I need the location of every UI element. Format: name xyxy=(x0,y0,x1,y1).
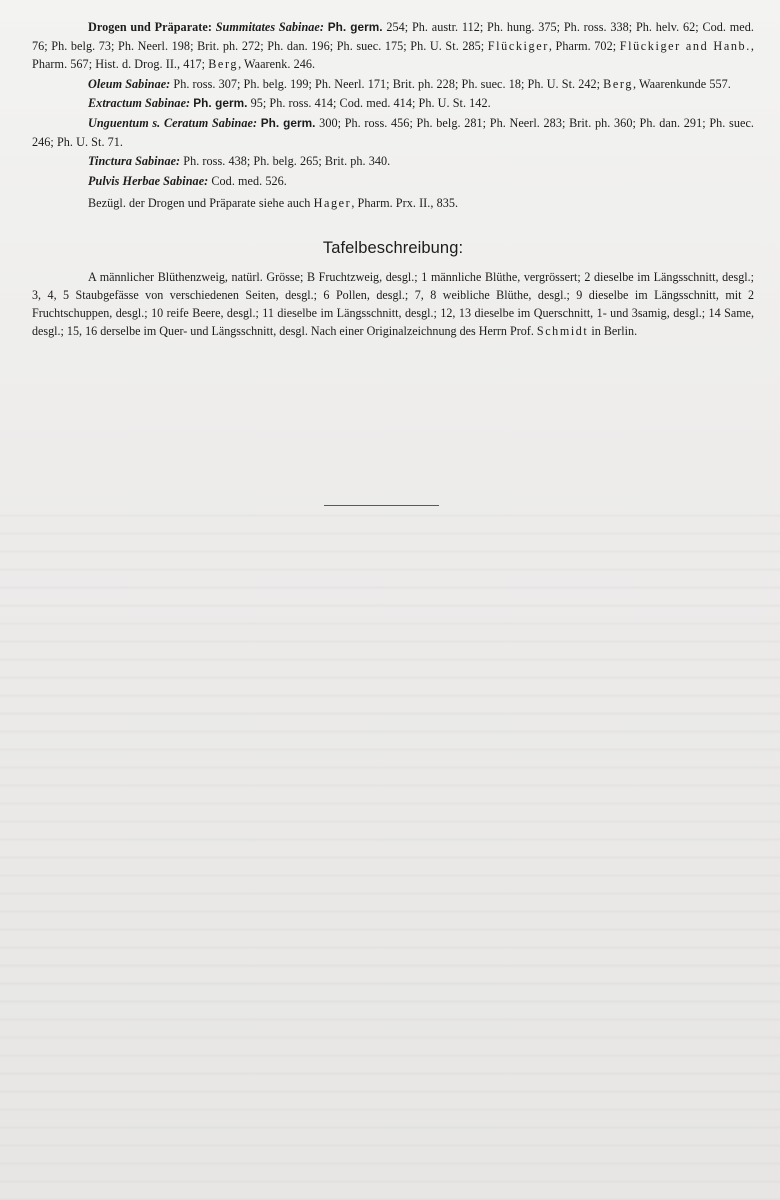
reference-unguentum xyxy=(32,114,754,151)
summitates-text2: , Pharm. 702; xyxy=(548,38,620,53)
bezuegl-author: Hager xyxy=(313,196,352,211)
tinctura-name: Tinctura Sabinae: xyxy=(88,154,181,169)
tafel-text2: in Berlin. xyxy=(588,323,638,338)
unguentum-pg: Ph. germ. xyxy=(260,115,316,130)
summitates-author3: Berg xyxy=(208,57,239,72)
oleum-name: Oleum Sabinae: xyxy=(88,76,171,91)
summitates-text3: , Pharm. 567; Hist. d. Drog. II., 417; xyxy=(32,38,754,72)
oleum-author: Berg xyxy=(603,76,634,91)
tafel-text1: A männlicher Blüthenzweig, natürl. Grösse; B Fruchtzweig, desgl.; 1 männliche Blüthe, vergrössert; 2 dieselbe im Längsschnitt, desgl.; 3, 4, 5 Staubgefässe von verschiedenen Seiten, desgl.; 6 Pollen, desgl.; 7, 8 weibliche Blüthe, desgl.; 9 dieselbe im Längsschnitt, mit 2 Fruchtschuppen, desgl.; 10 reife Beere, desgl.; 11 dieselbe im Längsschnitt, desgl.; 12, 13 dieselbe im Querschnitt, 1- und 3samig, desgl.; 14 Same, desgl.; 15, 16 derselbe im Quer- und Längsschnitt, desgl. Nach einer Originalzeichnung des Herrn Prof. xyxy=(32,269,754,338)
unguentum-name: Unguentum s. Ceratum Sabinae: xyxy=(88,115,258,130)
oleum-text2: , Waarenkunde 557. xyxy=(633,76,731,91)
tafel-title: Tafelbeschreibung: xyxy=(322,238,464,257)
reference-extractum xyxy=(32,94,754,113)
extractum-name: Extractum Sabinae: xyxy=(88,96,191,111)
section-divider xyxy=(324,505,439,506)
summitates-text1: 254; Ph. austr. 112; Ph. hung. 375; Ph. ross. 338; Ph. helv. 62; Cod. med. 76; Ph. belg. 73; Ph. Neerl. 198; Brit. ph. 272; Ph. dan. 196; Ph. suec. 175; Ph. U. St. 285; xyxy=(32,20,754,53)
summitates-pg: Ph. germ. xyxy=(327,20,383,34)
reference-pulvis xyxy=(32,172,754,191)
extractum-text: 95; Ph. ross. 414; Cod. med. 414; Ph. U. St. 142. xyxy=(247,96,491,111)
pulvis-text: Cod. med. 526. xyxy=(208,173,287,188)
summitates-text4: , Waarenk. 246. xyxy=(238,57,316,72)
extractum-pg: Ph. germ. xyxy=(193,96,248,111)
reference-tinctura xyxy=(32,152,754,171)
summitates-author2: Flückiger and Hanb. xyxy=(619,38,751,53)
reference-summitates xyxy=(32,18,754,74)
tafel-author: Schmidt xyxy=(536,323,589,338)
summitates-name: Summitates Sabinae: xyxy=(215,20,324,34)
bezuegl-text2: , Pharm. Prx. II., 835. xyxy=(351,196,459,211)
references-section xyxy=(32,18,754,213)
tinctura-text: Ph. ross. 438; Ph. belg. 265; Brit. ph. 340. xyxy=(180,154,391,169)
pulvis-name: Pulvis Herbae Sabinae: xyxy=(88,173,209,188)
drogen-heading: Drogen und Präparate: xyxy=(88,20,212,34)
unguentum-text: 300; Ph. ross. 456; Ph. belg. 281; Ph. Neerl. 283; Brit. ph. 360; Ph. dan. 291; Ph. suec. 246; Ph. U. St. 71. xyxy=(32,115,754,149)
reference-bezuegl xyxy=(32,194,754,213)
oleum-text1: Ph. ross. 307; Ph. belg. 199; Ph. Neerl. 171; Brit. ph. 228; Ph. suec. 18; Ph. U. St. 242; xyxy=(170,76,604,91)
reference-oleum xyxy=(32,75,754,94)
tafel-description xyxy=(32,268,754,340)
summitates-author1: Flückiger xyxy=(487,38,549,53)
bezuegl-text1: Bezügl. der Drogen und Präparate siehe auch xyxy=(88,196,314,211)
